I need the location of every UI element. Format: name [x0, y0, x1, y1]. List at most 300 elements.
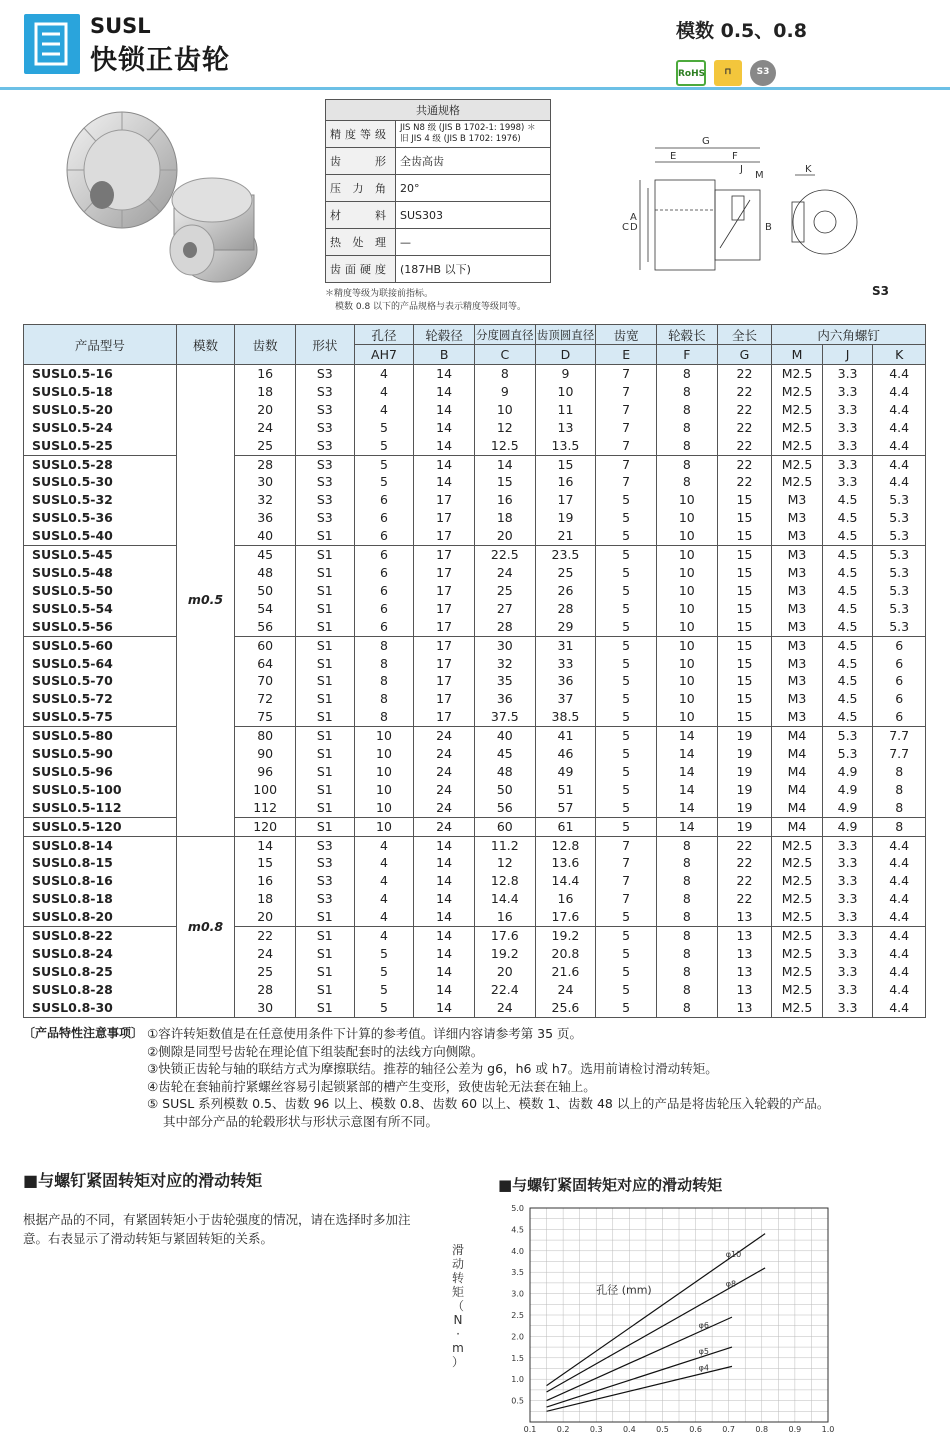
table-cell: 36	[535, 672, 596, 690]
table-cell: 4	[354, 854, 414, 872]
table-cell: 9	[535, 365, 596, 383]
table-cell: 24	[414, 817, 475, 836]
table-cell: 22	[717, 437, 772, 455]
part-number: SUSL0.5-90	[24, 745, 177, 763]
table-cell: 4.5	[822, 600, 873, 618]
svg-text:B: B	[765, 222, 772, 233]
table-cell: 60	[474, 817, 535, 836]
table-cell: 8	[474, 365, 535, 383]
spec-key: 精度等级	[326, 121, 396, 148]
table-cell: 14	[235, 836, 296, 854]
spec-row	[326, 202, 551, 229]
table-cell: 8	[656, 963, 717, 981]
table-cell: 20	[474, 527, 535, 545]
table-cell: 31	[535, 636, 596, 654]
table-cell: 5	[596, 690, 657, 708]
col-module: 模数	[176, 325, 235, 365]
y-tick-label: 2.5	[511, 1311, 524, 1320]
table-cell: 6	[354, 618, 414, 636]
table-cell: 5	[596, 745, 657, 763]
table-cell: 36	[474, 690, 535, 708]
y-tick-label: 3.0	[511, 1289, 524, 1299]
table-cell: 17.6	[474, 927, 535, 945]
table-cell: 3.3	[822, 890, 873, 908]
table-cell: 4.4	[873, 437, 926, 455]
table-cell: 32	[235, 491, 296, 509]
table-cell: 7	[596, 854, 657, 872]
table-cell: 3.3	[822, 999, 873, 1017]
y-axis-label-char: N	[453, 1313, 463, 1327]
y-tick-label: 2.0	[511, 1332, 524, 1342]
table-cell: 5.3	[873, 618, 926, 636]
table-cell: 6	[354, 509, 414, 527]
table-cell: 35	[474, 672, 535, 690]
table-cell: 15	[717, 527, 772, 545]
table-cell: 6	[354, 600, 414, 618]
table-cell: 11.2	[474, 836, 535, 854]
table-cell: 40	[235, 527, 296, 545]
table-cell: 17	[535, 491, 596, 509]
table-cell: 7	[596, 473, 657, 491]
table-cell: M3	[772, 636, 823, 654]
part-number: SUSL0.8-18	[24, 890, 177, 908]
table-cell: 6	[873, 708, 926, 726]
table-row	[24, 672, 926, 690]
table-cell: 4.4	[873, 365, 926, 383]
table-cell: 24	[235, 419, 296, 437]
part-number: SUSL0.5-18	[24, 383, 177, 401]
table-cell: M2.5	[772, 963, 823, 981]
table-cell: 10	[656, 690, 717, 708]
table-cell: 21	[535, 527, 596, 545]
table-cell: 30	[235, 999, 296, 1017]
table-cell: 10	[354, 817, 414, 836]
table-row	[24, 636, 926, 654]
table-cell: S1	[296, 655, 355, 673]
table-cell: M2.5	[772, 455, 823, 473]
table-cell: 19	[717, 763, 772, 781]
col-total-l: 全长	[717, 325, 772, 345]
table-cell: M3	[772, 655, 823, 673]
table-cell: 45	[235, 546, 296, 564]
table-cell: 4	[354, 927, 414, 945]
table-cell: 4.5	[822, 636, 873, 654]
table-cell: M3	[772, 546, 823, 564]
table-cell: 24	[414, 727, 475, 745]
part-number: SUSL0.5-96	[24, 763, 177, 781]
part-number: SUSL0.5-70	[24, 672, 177, 690]
table-cell: 3.3	[822, 419, 873, 437]
table-cell: 4	[354, 383, 414, 401]
table-row	[24, 799, 926, 817]
table-cell: 5	[596, 600, 657, 618]
table-cell: 13	[717, 999, 772, 1017]
table-cell: 4.4	[873, 383, 926, 401]
table-cell: S1	[296, 763, 355, 781]
table-cell: 4.4	[873, 908, 926, 926]
table-cell: 4.4	[873, 999, 926, 1017]
rohs-icon: RoHS	[676, 60, 706, 86]
table-cell: S3	[296, 854, 355, 872]
table-cell: 8	[656, 437, 717, 455]
table-cell: 7.7	[873, 727, 926, 745]
spec-value: SUS303	[396, 202, 551, 229]
table-row	[24, 854, 926, 872]
part-number: SUSL0.8-15	[24, 854, 177, 872]
col-screw: 内六角螺钉	[772, 325, 926, 345]
table-cell: 4	[354, 890, 414, 908]
table-cell: 25	[535, 564, 596, 582]
table-cell: 5	[596, 763, 657, 781]
table-cell: 6	[873, 672, 926, 690]
part-number: SUSL0.8-25	[24, 963, 177, 981]
table-cell: 5.3	[873, 600, 926, 618]
table-cell: 24	[235, 945, 296, 963]
table-cell: 5	[354, 473, 414, 491]
table-row	[24, 872, 926, 890]
table-cell: 12.8	[535, 836, 596, 854]
table-cell: 5	[354, 945, 414, 963]
table-cell: 90	[235, 745, 296, 763]
x-tick-label: 0.6	[689, 1425, 702, 1434]
part-number: SUSL0.5-48	[24, 564, 177, 582]
table-cell: 10	[656, 636, 717, 654]
table-row	[24, 527, 926, 545]
table-cell: 5	[354, 963, 414, 981]
table-cell: S1	[296, 981, 355, 999]
table-cell: M2.5	[772, 872, 823, 890]
table-cell: 14.4	[474, 890, 535, 908]
table-cell: 24	[535, 981, 596, 999]
table-cell: 8	[656, 927, 717, 945]
spec-notes	[325, 288, 526, 314]
table-cell: 100	[235, 781, 296, 799]
table-cell: 5.3	[873, 491, 926, 509]
table-cell: 19	[717, 781, 772, 799]
table-row	[24, 455, 926, 473]
series-label: φ8	[725, 1279, 737, 1289]
y-tick-label: 3.5	[511, 1268, 524, 1278]
table-cell: 25	[235, 963, 296, 981]
table-cell: 8	[656, 999, 717, 1017]
table-cell: 3.3	[822, 963, 873, 981]
svg-text:M: M	[755, 170, 764, 181]
table-cell: M4	[772, 745, 823, 763]
table-cell: 16	[474, 908, 535, 926]
table-cell: 4.4	[873, 981, 926, 999]
y-axis-label-char: ）	[451, 1355, 465, 1369]
table-cell: S3	[296, 872, 355, 890]
col-part: 产品型号	[24, 325, 177, 365]
table-cell: S1	[296, 636, 355, 654]
common-spec-table	[325, 99, 551, 283]
table-cell: 10	[656, 600, 717, 618]
table-cell: 16	[235, 872, 296, 890]
table-cell: 14	[414, 854, 475, 872]
part-number: SUSL0.5-120	[24, 817, 177, 836]
table-row	[24, 491, 926, 509]
table-cell: 24	[414, 799, 475, 817]
table-cell: S1	[296, 799, 355, 817]
table-cell: 22	[717, 890, 772, 908]
product-table	[23, 324, 926, 1018]
section-title: ■与螺钉紧固转矩对应的滑动转矩	[23, 1171, 263, 1190]
notes-list	[147, 1025, 947, 1130]
table-cell: 26	[535, 582, 596, 600]
table-cell: S1	[296, 817, 355, 836]
table-row	[24, 509, 926, 527]
table-cell: S3	[296, 455, 355, 473]
table-cell: 6	[873, 690, 926, 708]
table-cell: M3	[772, 509, 823, 527]
table-cell: 5	[596, 981, 657, 999]
table-cell: 10	[354, 727, 414, 745]
table-cell: 15	[717, 564, 772, 582]
spec-note-1: ＊精度等级为联接前指标。	[325, 289, 434, 299]
clip-icon: ⊓	[714, 60, 742, 86]
spec-value: JIS N8 级 (JIS B 1702-1: 1998) ＊ 旧 JIS 4 级 (JIS B 1702: 1976)	[396, 121, 551, 148]
spec-row	[326, 229, 551, 256]
table-cell: 4.5	[822, 491, 873, 509]
table-cell: 4.4	[873, 419, 926, 437]
table-cell: 4.5	[822, 564, 873, 582]
y-axis-label-char: m	[452, 1341, 464, 1355]
table-cell: 4	[354, 401, 414, 419]
spec-key: 齿面硬度	[326, 256, 396, 283]
x-tick-label: 1.0	[821, 1425, 835, 1434]
table-cell: 19	[717, 817, 772, 836]
table-cell: M2.5	[772, 999, 823, 1017]
table-cell: 4.4	[873, 473, 926, 491]
y-axis-label-char: 动	[451, 1257, 465, 1271]
col-f: F	[656, 345, 717, 365]
table-cell: 15	[717, 672, 772, 690]
s3-icon: S3	[750, 60, 776, 86]
table-row	[24, 927, 926, 945]
table-cell: 10	[656, 618, 717, 636]
svg-text:C: C	[622, 222, 629, 233]
table-cell: M4	[772, 727, 823, 745]
table-cell: 56	[235, 618, 296, 636]
part-number: SUSL0.5-72	[24, 690, 177, 708]
table-cell: 7	[596, 872, 657, 890]
table-cell: S3	[296, 491, 355, 509]
table-cell: 17	[414, 708, 475, 726]
note-line: ③快锁正齿轮与轴的联结方式为摩擦联结。推荐的轴径公差为 g6，h6 或 h7。选用前请检讨滑动转矩。	[147, 1061, 718, 1076]
table-cell: 17	[414, 600, 475, 618]
table-cell: 14	[414, 383, 475, 401]
table-cell: 5	[596, 546, 657, 564]
table-cell: S1	[296, 999, 355, 1017]
table-cell: 5	[354, 999, 414, 1017]
series-line	[547, 1347, 732, 1407]
table-cell: 5.3	[873, 527, 926, 545]
table-cell: 10	[656, 546, 717, 564]
table-row	[24, 473, 926, 491]
table-cell: M2.5	[772, 365, 823, 383]
table-cell: 15	[717, 618, 772, 636]
table-cell: 14	[656, 727, 717, 745]
table-cell: 8	[656, 945, 717, 963]
table-cell: S1	[296, 582, 355, 600]
table-cell: 5	[596, 817, 657, 836]
x-tick-label: 0.5	[656, 1425, 669, 1434]
svg-text:D: D	[630, 222, 638, 233]
table-cell: 28	[535, 600, 596, 618]
table-cell: 4	[354, 872, 414, 890]
table-cell: S3	[296, 836, 355, 854]
table-cell: 5.3	[873, 546, 926, 564]
table-cell: 17	[414, 672, 475, 690]
svg-text:A: A	[630, 212, 637, 223]
table-cell: 8	[873, 817, 926, 836]
table-row	[24, 600, 926, 618]
torque-chart	[440, 1196, 860, 1437]
table-cell: 7	[596, 401, 657, 419]
note-line: ⑤ SUSL 系列模数 0.5、齿数 96 以上、模数 0.8、齿数 60 以上、模数 1、齿数 48 以上的产品是将齿轮压入轮毂的产品。	[147, 1096, 830, 1111]
table-cell: 8	[656, 401, 717, 419]
y-axis-label-char: 矩	[451, 1285, 465, 1299]
table-cell: 18	[474, 509, 535, 527]
table-cell: 10	[354, 781, 414, 799]
table-cell: 13	[717, 963, 772, 981]
table-cell: 45	[474, 745, 535, 763]
table-cell: 17	[414, 509, 475, 527]
table-row	[24, 437, 926, 455]
table-cell: 5	[596, 527, 657, 545]
table-cell: 14	[474, 455, 535, 473]
table-cell: 3.3	[822, 383, 873, 401]
table-cell: M2.5	[772, 836, 823, 854]
table-cell: 38.5	[535, 708, 596, 726]
table-cell: 13	[535, 419, 596, 437]
table-cell: 56	[474, 799, 535, 817]
table-cell: S1	[296, 781, 355, 799]
spec-value: 20°	[396, 175, 551, 202]
table-cell: 14	[414, 927, 475, 945]
table-row	[24, 618, 926, 636]
table-cell: 6	[354, 564, 414, 582]
series-label: φ10	[725, 1250, 742, 1260]
table-cell: 4.4	[873, 455, 926, 473]
y-tick-label: 1.5	[511, 1353, 524, 1363]
table-cell: 8	[656, 383, 717, 401]
table-cell: S1	[296, 546, 355, 564]
table-cell: 5	[596, 655, 657, 673]
table-cell: 10	[474, 401, 535, 419]
spec-key: 材 料	[326, 202, 396, 229]
table-cell: 37.5	[474, 708, 535, 726]
part-number: SUSL0.5-28	[24, 455, 177, 473]
x-tick-label: 0.4	[622, 1425, 636, 1434]
table-cell: 16	[535, 473, 596, 491]
part-number: SUSL0.5-54	[24, 600, 177, 618]
y-tick-label: 0.5	[511, 1396, 524, 1406]
table-cell: 5.3	[873, 564, 926, 582]
table-cell: 7	[596, 455, 657, 473]
series-label: φ5	[698, 1346, 709, 1356]
table-cell: 4.5	[822, 655, 873, 673]
part-number: SUSL0.5-64	[24, 655, 177, 673]
table-cell: 48	[235, 564, 296, 582]
table-cell: 8	[656, 890, 717, 908]
table-cell: S1	[296, 908, 355, 926]
table-cell: 5	[596, 509, 657, 527]
table-cell: 8	[656, 908, 717, 926]
note-line: ①容许转矩数值是在任意使用条件下计算的参考值。详细内容请参考第 35 页。	[147, 1026, 583, 1041]
table-cell: 7	[596, 419, 657, 437]
table-cell: S1	[296, 927, 355, 945]
part-number: SUSL0.5-75	[24, 708, 177, 726]
table-cell: 30	[474, 636, 535, 654]
table-cell: 46	[535, 745, 596, 763]
table-cell: 3.3	[822, 927, 873, 945]
table-cell: M2.5	[772, 383, 823, 401]
table-cell: 21.6	[535, 963, 596, 981]
spec-key: 压 力 角	[326, 175, 396, 202]
table-cell: 14	[414, 908, 475, 926]
table-cell: 112	[235, 799, 296, 817]
table-cell: 96	[235, 763, 296, 781]
table-cell: 17	[414, 690, 475, 708]
table-cell: 10	[656, 582, 717, 600]
svg-text:E: E	[670, 151, 677, 162]
y-tick-label: 4.0	[511, 1246, 524, 1256]
page-header	[0, 0, 950, 100]
table-cell: M3	[772, 600, 823, 618]
table-cell: 15	[717, 655, 772, 673]
category-logo-icon	[24, 14, 80, 74]
col-hub-l: 轮毂长	[656, 325, 717, 345]
table-cell: 17	[414, 527, 475, 545]
table-cell: 15	[717, 600, 772, 618]
table-cell: 5.3	[822, 745, 873, 763]
table-cell: S1	[296, 618, 355, 636]
table-cell: 17	[414, 618, 475, 636]
table-row	[24, 655, 926, 673]
table-cell: 12	[474, 854, 535, 872]
table-cell: 10	[656, 672, 717, 690]
notes-heading: 〔产品特性注意事项〕	[23, 1026, 144, 1040]
table-cell: 14.4	[535, 872, 596, 890]
spec-title: 共通规格	[326, 100, 551, 121]
table-row	[24, 564, 926, 582]
table-cell: M2.5	[772, 927, 823, 945]
table-cell: 60	[235, 636, 296, 654]
table-cell: 5	[596, 945, 657, 963]
table-cell: 24	[474, 999, 535, 1017]
table-cell: 19	[717, 727, 772, 745]
table-cell: 4.5	[822, 672, 873, 690]
table-cell: 8	[873, 763, 926, 781]
table-cell: 13.5	[535, 437, 596, 455]
product-code: SUSL	[90, 14, 151, 38]
table-cell: 22	[717, 872, 772, 890]
table-cell: S3	[296, 473, 355, 491]
table-row	[24, 546, 926, 564]
table-row	[24, 383, 926, 401]
table-cell: 30	[235, 473, 296, 491]
table-cell: 3.3	[822, 473, 873, 491]
table-cell: 5	[596, 582, 657, 600]
table-cell: 5	[596, 908, 657, 926]
table-cell: 28	[235, 455, 296, 473]
table-cell: 32	[474, 655, 535, 673]
y-tick-label: 1.0	[511, 1375, 524, 1385]
table-row	[24, 963, 926, 981]
col-d: D	[535, 345, 596, 365]
col-e: E	[596, 345, 657, 365]
